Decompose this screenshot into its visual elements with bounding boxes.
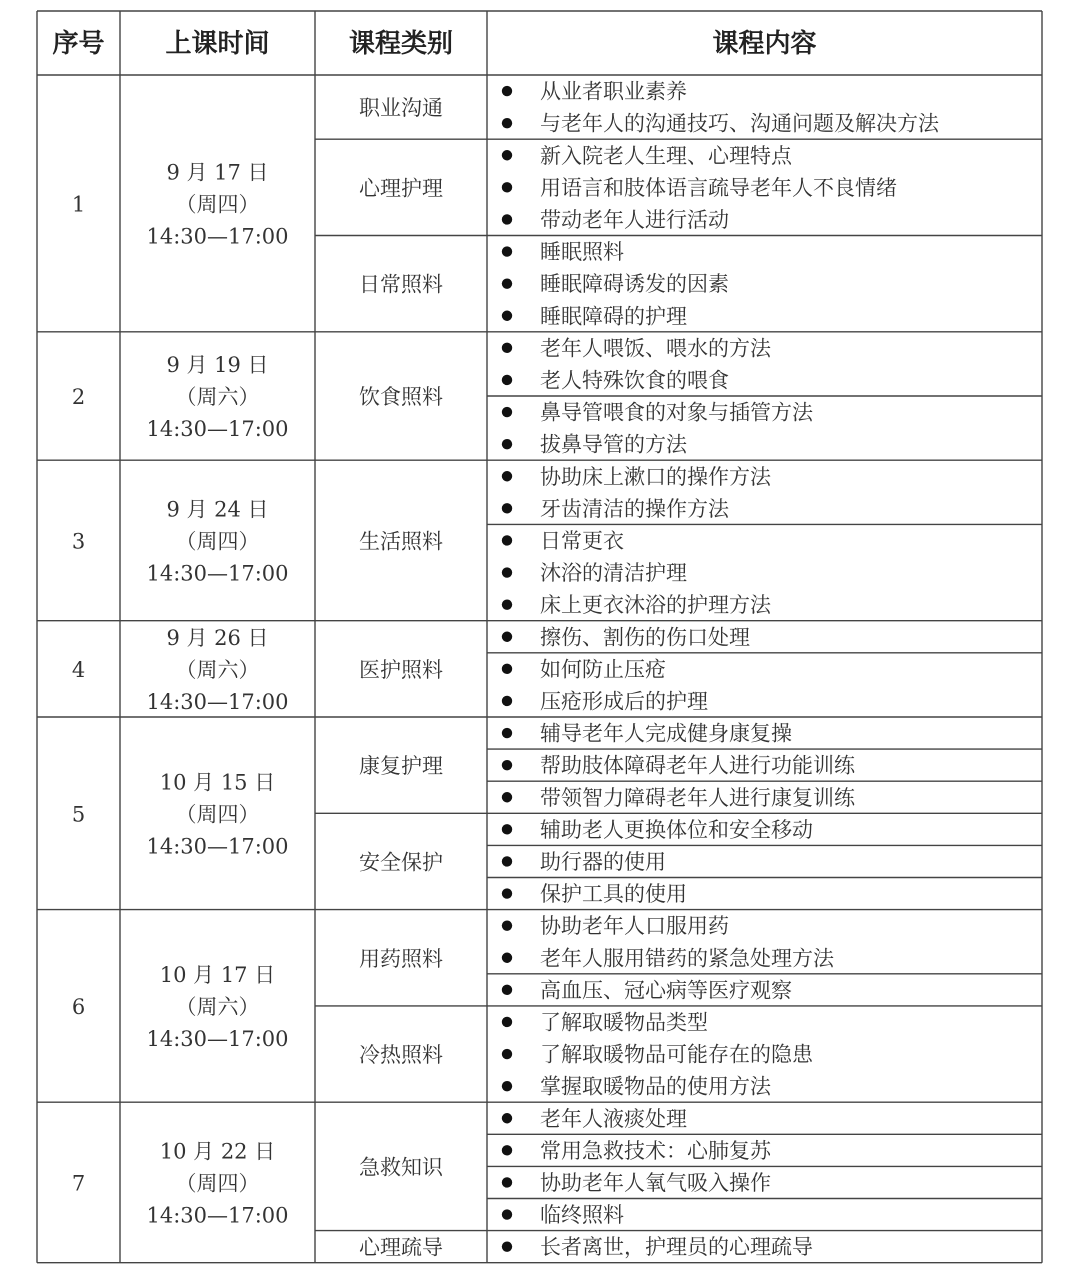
content-item: 鼻导管喂食的对象与插管方法	[540, 400, 813, 425]
session-time: 14:30—17:00	[146, 834, 289, 859]
category-name: 医护照料	[359, 657, 443, 682]
content-item: 拔鼻导管的方法	[540, 432, 687, 457]
content-item: 压疮形成后的护理	[540, 689, 708, 714]
session-weekday: （周四）	[175, 802, 260, 827]
bullet-icon	[502, 1081, 512, 1091]
category-block	[359, 1235, 813, 1260]
bullet-icon	[502, 792, 512, 802]
bullet-icon	[502, 246, 512, 256]
content-item: 老年人液痰处理	[540, 1106, 687, 1131]
session-date: 10 月 22 日	[159, 1139, 276, 1164]
session-number: 4	[71, 657, 86, 682]
bullet-icon	[502, 471, 512, 481]
content-item: 了解取暖物品可能存在的隐患	[540, 1042, 813, 1067]
category-name: 急救知识	[359, 1155, 443, 1180]
session-date: 9 月 24 日	[166, 497, 269, 522]
content-item: 日常更衣	[540, 528, 624, 553]
category-name: 生活照料	[359, 529, 443, 554]
content-item: 掌握取暖物品的使用方法	[540, 1074, 771, 1099]
category-name: 安全保护	[359, 850, 443, 875]
session-weekday: （周四）	[175, 1171, 260, 1196]
bullet-icon	[502, 664, 512, 674]
content-item: 与老年人的沟通技巧、沟通问题及解决方法	[540, 111, 939, 136]
session-row	[72, 80, 940, 329]
category-block	[359, 625, 750, 713]
bullet-icon	[502, 182, 512, 192]
bullet-icon	[502, 278, 512, 288]
bullet-icon	[502, 953, 512, 963]
category-block	[359, 465, 772, 617]
category-block	[359, 144, 897, 232]
category-block	[359, 818, 813, 906]
content-item: 协助床上漱口的操作方法	[540, 464, 771, 489]
category-block	[359, 914, 835, 1002]
header-seq: 序号	[52, 29, 105, 59]
bullet-icon	[502, 567, 512, 577]
category-name: 心理疏导	[359, 1235, 443, 1260]
session-date: 10 月 17 日	[159, 962, 276, 987]
session-weekday: （周四）	[175, 192, 260, 217]
content-item: 临终照料	[540, 1203, 624, 1228]
table-body	[72, 80, 940, 1261]
session-number: 7	[71, 1171, 86, 1196]
content-item: 牙齿清洁的操作方法	[540, 496, 729, 521]
bullet-icon	[502, 311, 512, 321]
content-item: 老年人服用错药的紧急处理方法	[540, 946, 834, 971]
header-content: 课程内容	[712, 29, 817, 59]
content-item: 如何防止压疮	[540, 657, 666, 682]
category-name: 饮食照料	[359, 385, 443, 409]
bullet-icon	[502, 375, 512, 385]
header-class-time: 上课时间	[165, 29, 270, 59]
bullet-icon	[502, 1113, 512, 1123]
content-item: 擦伤、割伤的伤口处理	[540, 625, 750, 650]
session-weekday: （周六）	[175, 994, 260, 1019]
content-item: 老年人喂饭、喂水的方法	[540, 336, 771, 361]
content-item: 用语言和肢体语言疏导老年人不良情绪	[540, 175, 897, 200]
content-item: 帮助肢体障碍老年人进行功能训练	[540, 753, 855, 778]
category-name: 日常照料	[359, 272, 443, 297]
header-row	[52, 28, 816, 59]
content-item: 保护工具的使用	[540, 882, 687, 907]
content-item: 助行器的使用	[540, 849, 666, 874]
content-item: 长者离世，护理员的心理疏导	[540, 1235, 813, 1260]
session-number: 6	[71, 994, 86, 1019]
category-block	[359, 722, 856, 810]
content-item: 协助老年人氧气吸入操作	[540, 1170, 771, 1195]
bullet-icon	[502, 1209, 512, 1219]
bullet-icon	[502, 535, 512, 545]
bullet-icon	[502, 888, 512, 898]
category-name: 冷热照料	[359, 1043, 443, 1068]
category-block	[359, 240, 729, 328]
session-date: 9 月 17 日	[166, 160, 269, 185]
category-name: 心理护理	[359, 176, 443, 201]
session-weekday: （周六）	[175, 385, 260, 409]
content-item: 沐浴的清洁护理	[540, 561, 687, 586]
header-category: 课程类别	[348, 29, 454, 59]
bullet-icon	[502, 856, 512, 866]
session-number: 1	[71, 192, 86, 217]
session-time: 14:30—17:00	[146, 417, 289, 441]
session-time: 14:30—17:00	[146, 1203, 289, 1228]
session-weekday: （周六）	[175, 657, 260, 682]
category-block	[359, 1010, 814, 1098]
bullet-icon	[502, 214, 512, 224]
bullet-icon	[502, 439, 512, 449]
content-item: 睡眠照料	[540, 240, 624, 265]
content-item: 辅导老年人完成健身康复操	[540, 721, 792, 746]
category-name: 用药照料	[359, 946, 443, 971]
bullet-icon	[502, 632, 512, 642]
content-item: 带领智力障碍老年人进行康复训练	[540, 785, 855, 810]
session-time: 14:30—17:00	[146, 1026, 289, 1051]
bullet-icon	[502, 824, 512, 834]
session-row	[72, 625, 750, 714]
bullet-icon	[502, 1049, 512, 1059]
category-name: 职业沟通	[359, 96, 443, 121]
bullet-icon	[502, 1241, 512, 1251]
bullet-icon	[502, 920, 512, 930]
session-date: 10 月 15 日	[159, 770, 276, 795]
content-item: 常用急救技术：心肺复苏	[540, 1138, 771, 1163]
bullet-icon	[502, 1145, 512, 1155]
content-item: 床上更衣沐浴的护理方法	[540, 593, 771, 618]
bullet-icon	[502, 728, 512, 738]
bullet-icon	[502, 86, 512, 96]
content-item: 高血压、冠心病等医疗观察	[540, 978, 792, 1003]
content-item: 睡眠障碍诱发的因素	[540, 272, 729, 297]
bullet-icon	[502, 1017, 512, 1027]
bullet-icon	[502, 407, 512, 417]
bullet-icon	[502, 696, 512, 706]
session-number: 5	[71, 802, 86, 827]
content-item: 带动老年人进行活动	[540, 207, 729, 232]
content-item: 协助老年人口服用药	[540, 914, 729, 939]
content-item: 新入院老人生理、心理特点	[540, 143, 792, 168]
content-item: 了解取暖物品类型	[540, 1010, 708, 1035]
content-item: 老人特殊饮食的喂食	[540, 368, 729, 393]
bullet-icon	[502, 118, 512, 128]
session-time: 14:30—17:00	[146, 224, 289, 249]
bullet-icon	[502, 343, 512, 353]
category-block	[359, 80, 940, 136]
content-item: 睡眠障碍的护理	[540, 304, 687, 329]
session-row	[72, 465, 772, 617]
bullet-icon	[502, 599, 512, 609]
session-number: 3	[71, 529, 86, 554]
session-weekday: （周四）	[175, 529, 260, 554]
bullet-icon	[502, 503, 512, 513]
session-time: 14:30—17:00	[146, 561, 289, 586]
bullet-icon	[502, 150, 512, 160]
category-name: 康复护理	[359, 754, 443, 779]
session-date: 9 月 26 日	[166, 625, 269, 650]
session-row	[72, 1107, 813, 1260]
session-time: 14:30—17:00	[146, 689, 289, 714]
bullet-icon	[502, 760, 512, 770]
bullet-icon	[502, 1177, 512, 1187]
bullet-icon	[502, 985, 512, 995]
content-item: 从业者职业素养	[540, 79, 687, 104]
session-date: 9 月 19 日	[166, 353, 269, 377]
content-item: 辅助老人更换体位和安全移动	[540, 817, 813, 842]
session-number: 2	[71, 385, 86, 409]
